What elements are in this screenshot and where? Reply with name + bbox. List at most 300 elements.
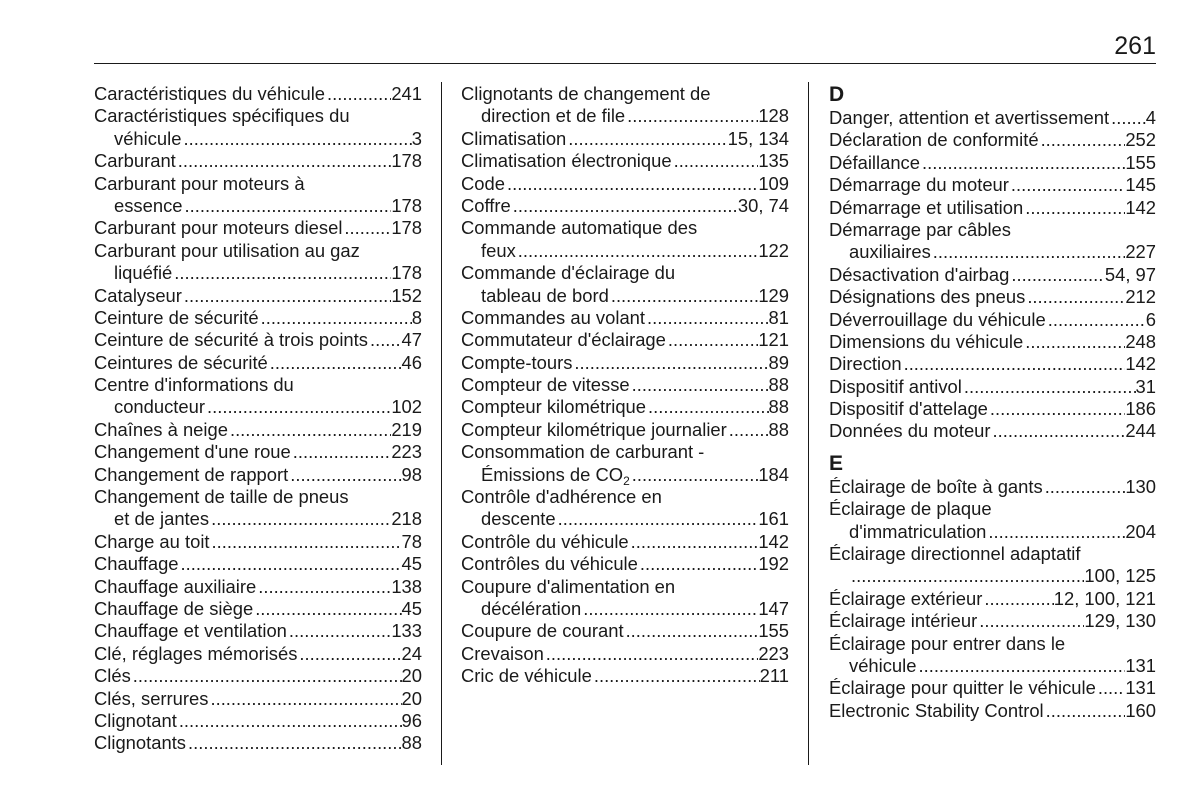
index-column-3 — [829, 83, 1156, 722]
index-entry-continuation — [461, 508, 789, 530]
entry-pages: 147 — [758, 597, 789, 619]
entry-term — [114, 195, 183, 217]
entry-term — [461, 128, 566, 150]
entry-term — [829, 174, 1009, 196]
entry-pages: 178 — [391, 150, 422, 172]
entry-term-text: Clés, serrures — [94, 687, 209, 709]
entry-term — [94, 105, 350, 127]
entry-term-text: Désactivation d'airbag — [829, 263, 1010, 285]
entry-term — [829, 219, 1011, 241]
entry-term-text: Clignotants de changement de — [461, 83, 711, 104]
entry-term — [461, 329, 666, 351]
entry-term — [94, 217, 342, 239]
entry-term — [829, 129, 1039, 151]
entry-term — [829, 588, 982, 610]
index-entry — [461, 620, 789, 642]
entry-term — [461, 531, 629, 553]
entry-pages: 122 — [758, 239, 789, 261]
dot-leader — [511, 195, 738, 217]
entry-term-text: Déverrouillage du véhicule — [829, 308, 1046, 330]
entry-pages: 135 — [758, 150, 789, 172]
entry-term-text: Carburant — [94, 150, 176, 172]
entry-term-text: Éclairage pour quitter le véhicule — [829, 677, 1096, 699]
entry-term — [829, 543, 1081, 565]
index-entry — [829, 398, 1156, 420]
entry-term-text: Consommation de carburant - — [461, 441, 705, 463]
dot-leader — [630, 464, 759, 486]
index-entry — [461, 441, 789, 463]
entry-term — [94, 665, 131, 687]
entry-term — [481, 508, 556, 530]
entry-term-text: Éclairage pour entrer dans le — [829, 632, 1066, 654]
index-entry — [461, 352, 789, 374]
entry-term-text: Dispositif antivol — [829, 375, 962, 397]
entry-pages: 142 — [758, 530, 789, 552]
entry-term — [829, 331, 1023, 353]
entry-term — [829, 610, 977, 632]
index-entry — [94, 83, 422, 105]
dot-leader — [986, 521, 1125, 543]
entry-term-text: Centre d'informations du — [94, 374, 294, 396]
entry-pages: 102 — [391, 396, 422, 418]
entry-term-text: Commandes au volant — [461, 306, 646, 328]
index-entry-continuation — [94, 508, 422, 530]
entry-pages: 47 — [401, 329, 422, 351]
entry-term — [849, 521, 986, 543]
dot-leader — [556, 508, 759, 530]
entry-pages: 88 — [768, 374, 789, 396]
entry-pages: 211 — [759, 665, 789, 687]
entry-pages: 223 — [758, 642, 789, 664]
entry-term — [461, 665, 592, 687]
entry-pages: 248 — [1125, 330, 1156, 352]
entry-term-text: Changement de rapport — [94, 463, 289, 485]
dot-leader — [727, 419, 769, 441]
index-entry — [461, 173, 789, 195]
entry-term-text: Ceinture de sécurité à trois points — [94, 329, 368, 351]
entry-pages: 31 — [1135, 375, 1156, 397]
dot-leader — [991, 420, 1126, 442]
dot-leader — [1009, 264, 1104, 286]
index-entry — [94, 486, 422, 508]
entry-term-text: Coffre — [461, 194, 511, 216]
index-entry-continuation — [829, 521, 1156, 543]
index-entry — [461, 531, 789, 553]
index-entry — [94, 620, 422, 642]
index-entry-continuation — [94, 195, 422, 217]
entry-pages: 121 — [758, 329, 789, 351]
entry-term-text: Chaînes à neige — [94, 418, 228, 440]
index-entry — [94, 576, 422, 598]
entry-term — [461, 396, 646, 418]
index-entry — [94, 285, 422, 307]
entry-term-text: auxiliaires — [849, 241, 931, 263]
entry-pages: 24 — [401, 642, 422, 664]
entry-pages: 241 — [391, 83, 422, 104]
entry-term-text: d'immatriculation — [849, 520, 987, 542]
entry-term — [461, 150, 672, 172]
entry-term — [461, 262, 675, 284]
index-entry — [829, 588, 1156, 610]
dot-leader — [172, 262, 391, 284]
entry-term — [829, 107, 1109, 129]
dot-leader — [638, 553, 758, 575]
index-entry-continuation — [461, 598, 789, 620]
entry-term — [94, 329, 368, 351]
dot-leader — [183, 195, 392, 217]
index-entry — [461, 83, 789, 105]
index-entry — [461, 553, 789, 575]
index-entry-continuation — [461, 105, 789, 127]
entry-term — [461, 419, 727, 441]
dot-leader — [609, 285, 758, 307]
entry-term-text: tableau de bord — [481, 284, 609, 306]
index-entry — [94, 240, 422, 262]
entry-term-text: Commande d'éclairage du — [461, 262, 676, 284]
entry-term-text: Démarrage par câbles — [829, 218, 1011, 240]
entry-term-text: Clignotants — [94, 732, 187, 754]
index-entry — [829, 543, 1156, 565]
index-entry — [94, 374, 422, 396]
entry-term-text: Ceintures de sécurité — [94, 351, 268, 373]
dot-leader — [505, 173, 758, 195]
entry-term-text: Compteur kilométrique — [461, 396, 647, 418]
entry-pages: 152 — [391, 284, 422, 306]
dot-leader — [645, 307, 769, 329]
index-entry-continuation — [94, 396, 422, 418]
entry-pages: 6 — [1145, 308, 1156, 330]
entry-pages: 218 — [391, 508, 422, 530]
index-entry — [829, 309, 1156, 331]
entry-term-text: Charge au toit — [94, 530, 210, 552]
dot-leader — [342, 217, 391, 239]
entry-term-text: Catalyseur — [94, 284, 182, 306]
index-entry — [94, 217, 422, 239]
entry-term — [849, 241, 931, 263]
entry-term-text: Danger, attention et avertissement — [829, 107, 1110, 128]
index-entry — [461, 665, 789, 687]
entry-term-text: Désignations des pneus — [829, 286, 1026, 308]
dot-leader — [179, 553, 402, 575]
entry-term-text: Compteur kilométrique journalier — [461, 418, 727, 440]
entry-term — [461, 173, 505, 195]
index-entry — [829, 476, 1156, 498]
entry-term-text: essence — [114, 194, 183, 216]
entry-term-text: Changement d'une roue — [94, 441, 291, 463]
entry-term — [461, 553, 638, 575]
index-entry — [829, 219, 1156, 241]
entry-term-text: Chauffage de siège — [94, 597, 254, 619]
entry-term — [461, 643, 544, 665]
entry-term — [481, 105, 625, 127]
index-entry — [461, 195, 789, 217]
entry-term-text: Electronic Stability Control — [829, 699, 1044, 721]
dot-leader — [176, 150, 392, 172]
dot-leader — [902, 353, 1126, 375]
entry-term-text: Climatisation électronique — [461, 150, 672, 172]
dot-leader — [544, 643, 759, 665]
index-entry — [461, 150, 789, 172]
entry-term — [94, 374, 294, 396]
entry-term-text: Clés — [94, 665, 131, 687]
index-entry-continuation — [829, 655, 1156, 677]
entry-pages: 227 — [1125, 241, 1156, 263]
entry-term — [461, 352, 572, 374]
dot-leader — [256, 576, 391, 598]
entry-pages: 212 — [1125, 286, 1156, 308]
entry-term — [829, 498, 992, 520]
index-entry — [94, 173, 422, 195]
entry-pages: 178 — [391, 262, 422, 284]
index-entry — [461, 419, 789, 441]
entry-term-text: liquéfié — [114, 262, 173, 284]
entry-term — [829, 152, 920, 174]
entry-term — [829, 700, 1044, 722]
entry-term-text: Déclaration de conformité — [829, 129, 1039, 151]
entry-term — [481, 598, 581, 620]
index-entry — [829, 633, 1156, 655]
dot-leader — [268, 352, 402, 374]
entry-pages: 178 — [391, 217, 422, 239]
entry-term — [114, 262, 172, 284]
section-letter: D — [829, 83, 845, 106]
entry-term-text: Commutateur d'éclairage — [461, 329, 666, 351]
entry-pages: 54, 97 — [1104, 263, 1156, 285]
entry-term — [94, 531, 210, 553]
entry-term — [461, 620, 624, 642]
index-entry — [829, 677, 1156, 699]
index-entry — [829, 197, 1156, 219]
dot-leader — [181, 128, 411, 150]
entry-term — [829, 633, 1065, 655]
dot-leader — [516, 240, 759, 262]
index-entry — [94, 307, 422, 329]
dot-leader — [1044, 700, 1126, 722]
entry-pages: 145 — [1125, 174, 1156, 196]
entry-term — [94, 150, 176, 172]
entry-pages: 3 — [411, 127, 422, 149]
dot-leader — [253, 598, 401, 620]
dot-leader — [849, 565, 1084, 587]
index-entry — [829, 610, 1156, 632]
dot-leader — [186, 732, 402, 754]
dot-leader — [177, 710, 402, 732]
entry-term — [829, 677, 1096, 699]
entry-pages: 160 — [1125, 699, 1156, 721]
index-entry — [461, 128, 789, 150]
entry-term-text: Carburant pour moteurs à — [94, 172, 305, 194]
entry-term-text: Contrôle du véhicule — [461, 530, 629, 552]
index-entry — [461, 374, 789, 396]
entry-term-text: Caractéristiques spécifiques du — [94, 105, 350, 127]
index-entry — [829, 174, 1156, 196]
index-entry — [829, 498, 1156, 520]
entry-pages: 129, 130 — [1084, 610, 1156, 632]
entry-term — [461, 83, 710, 105]
entry-term — [829, 398, 988, 420]
entry-term-text: Chauffage et ventilation — [94, 620, 287, 642]
index-entry — [94, 688, 422, 710]
entry-term-text: Clignotant — [94, 709, 177, 731]
dot-leader — [977, 610, 1084, 632]
entry-term-text: Caractéristiques du véhicule — [94, 83, 326, 104]
dot-leader — [259, 307, 412, 329]
index-entry — [94, 710, 422, 732]
entry-pages: 98 — [401, 463, 422, 485]
entry-term-text: Éclairage de boîte à gants — [829, 475, 1043, 497]
index-entry — [829, 353, 1156, 375]
entry-pages: 20 — [401, 665, 422, 687]
entry-term-text: Cric de véhicule — [461, 665, 592, 687]
entry-pages: 138 — [391, 575, 422, 597]
index-entry-continuation — [94, 128, 422, 150]
index-entry — [94, 665, 422, 687]
entry-term-text: Démarrage du moteur — [829, 174, 1009, 196]
entry-pages: 204 — [1125, 520, 1156, 542]
entry-pages: 252 — [1125, 129, 1156, 151]
index-column-1 — [94, 83, 422, 755]
index-entry — [461, 643, 789, 665]
dot-leader — [291, 441, 392, 463]
entry-term — [94, 710, 177, 732]
section-letter: E — [829, 451, 844, 475]
dot-leader — [624, 620, 759, 642]
dot-leader — [916, 655, 1125, 677]
entry-pages: 100, 125 — [1084, 565, 1156, 587]
entry-term — [94, 576, 256, 598]
entry-pages: 78 — [401, 530, 422, 552]
dot-leader — [297, 643, 401, 665]
entry-term-text: Chauffage auxiliaire — [94, 575, 257, 597]
dot-leader — [1043, 476, 1126, 498]
index-entry — [94, 441, 422, 463]
entry-term — [461, 307, 645, 329]
index-entry — [94, 553, 422, 575]
entry-term — [114, 508, 209, 530]
entry-term — [829, 420, 991, 442]
entry-pages: 131 — [1125, 654, 1156, 676]
index-entry — [94, 105, 422, 127]
page-number: 261 — [1114, 32, 1156, 60]
entry-term-text: Compteur de vitesse — [461, 374, 630, 396]
index-entry — [829, 129, 1156, 151]
entry-term-text: véhicule — [849, 654, 917, 676]
entry-pages: 88 — [768, 396, 789, 418]
entry-term — [461, 441, 704, 463]
entry-term — [829, 476, 1043, 498]
dot-leader — [982, 588, 1053, 610]
entry-term-text: et de jantes — [114, 508, 210, 530]
entry-term-text: Changement de taille de pneus — [94, 486, 349, 508]
entry-pages: 45 — [401, 597, 422, 619]
entry-subscript: 2 — [623, 473, 630, 487]
entry-term — [94, 173, 305, 195]
entry-pages: 30, 74 — [737, 194, 789, 216]
dot-leader — [228, 419, 391, 441]
entry-pages: 133 — [391, 620, 422, 642]
entry-term — [461, 486, 662, 508]
entry-pages: 244 — [1125, 420, 1156, 442]
index-entry-continuation — [461, 285, 789, 307]
entry-term-text: Clé, réglages mémorisés — [94, 642, 298, 664]
entry-term — [849, 655, 916, 677]
index-entry — [461, 396, 789, 418]
index-entry — [94, 150, 422, 172]
entry-term — [481, 285, 609, 307]
entry-pages: 4 — [1145, 107, 1156, 128]
entry-pages: 223 — [391, 441, 422, 463]
dot-leader — [288, 464, 401, 486]
index-entry — [94, 643, 422, 665]
index-entry — [461, 486, 789, 508]
entry-pages: 192 — [758, 553, 789, 575]
entry-term-text: Éclairage directionnel adaptatif — [829, 543, 1081, 565]
dot-leader — [1039, 129, 1126, 151]
entry-term-text: Éclairage de plaque — [829, 498, 992, 520]
entry-pages: 155 — [758, 620, 789, 642]
entry-term — [829, 197, 1023, 219]
entry-term-text: Démarrage et utilisation — [829, 196, 1024, 218]
entry-pages: 20 — [401, 687, 422, 709]
dot-leader — [672, 150, 759, 172]
entry-term — [461, 576, 675, 598]
index-entry — [94, 464, 422, 486]
entry-term-text: Contrôles du véhicule — [461, 553, 638, 575]
entry-term — [94, 732, 186, 754]
index-entry — [829, 264, 1156, 286]
dot-leader — [1109, 107, 1146, 129]
entry-term-text: Données du moteur — [829, 420, 991, 442]
entry-pages: 130 — [1125, 475, 1156, 497]
dot-leader — [630, 374, 769, 396]
entry-term — [94, 83, 325, 105]
index-entry-continuation — [461, 240, 789, 262]
index-column-2 — [461, 83, 789, 688]
index-entry — [461, 576, 789, 598]
entry-pages: 12, 100, 121 — [1053, 587, 1156, 609]
dot-leader — [1025, 286, 1125, 308]
entry-pages: 89 — [768, 351, 789, 373]
dot-leader — [646, 396, 769, 418]
header-rule — [94, 63, 1156, 64]
entry-term-text: Code — [461, 172, 505, 194]
entry-term — [94, 598, 253, 620]
entry-term — [94, 620, 287, 642]
column-divider — [441, 82, 442, 765]
entry-term-text: Dispositif d'attelage — [829, 398, 988, 420]
entry-pages: 155 — [1125, 151, 1156, 173]
index-entry — [829, 376, 1156, 398]
dot-leader — [209, 508, 391, 530]
column-divider — [808, 82, 809, 765]
dot-leader — [666, 329, 758, 351]
dot-leader — [131, 665, 402, 687]
dot-leader — [581, 598, 758, 620]
index-entry — [829, 286, 1156, 308]
entry-term-text: Éclairage intérieur — [829, 610, 978, 632]
dot-leader — [182, 285, 391, 307]
entry-term-text: Émissions de CO — [481, 463, 624, 485]
entry-term — [94, 464, 288, 486]
entry-term-text: Coupure de courant — [461, 620, 624, 642]
dot-leader — [205, 396, 391, 418]
entry-pages: 46 — [401, 351, 422, 373]
entry-pages: 81 — [768, 306, 789, 328]
entry-pages: 109 — [758, 172, 789, 194]
entry-term-text: Coupure d'alimentation en — [461, 575, 676, 597]
entry-term — [94, 553, 179, 575]
index-entry — [829, 420, 1156, 442]
